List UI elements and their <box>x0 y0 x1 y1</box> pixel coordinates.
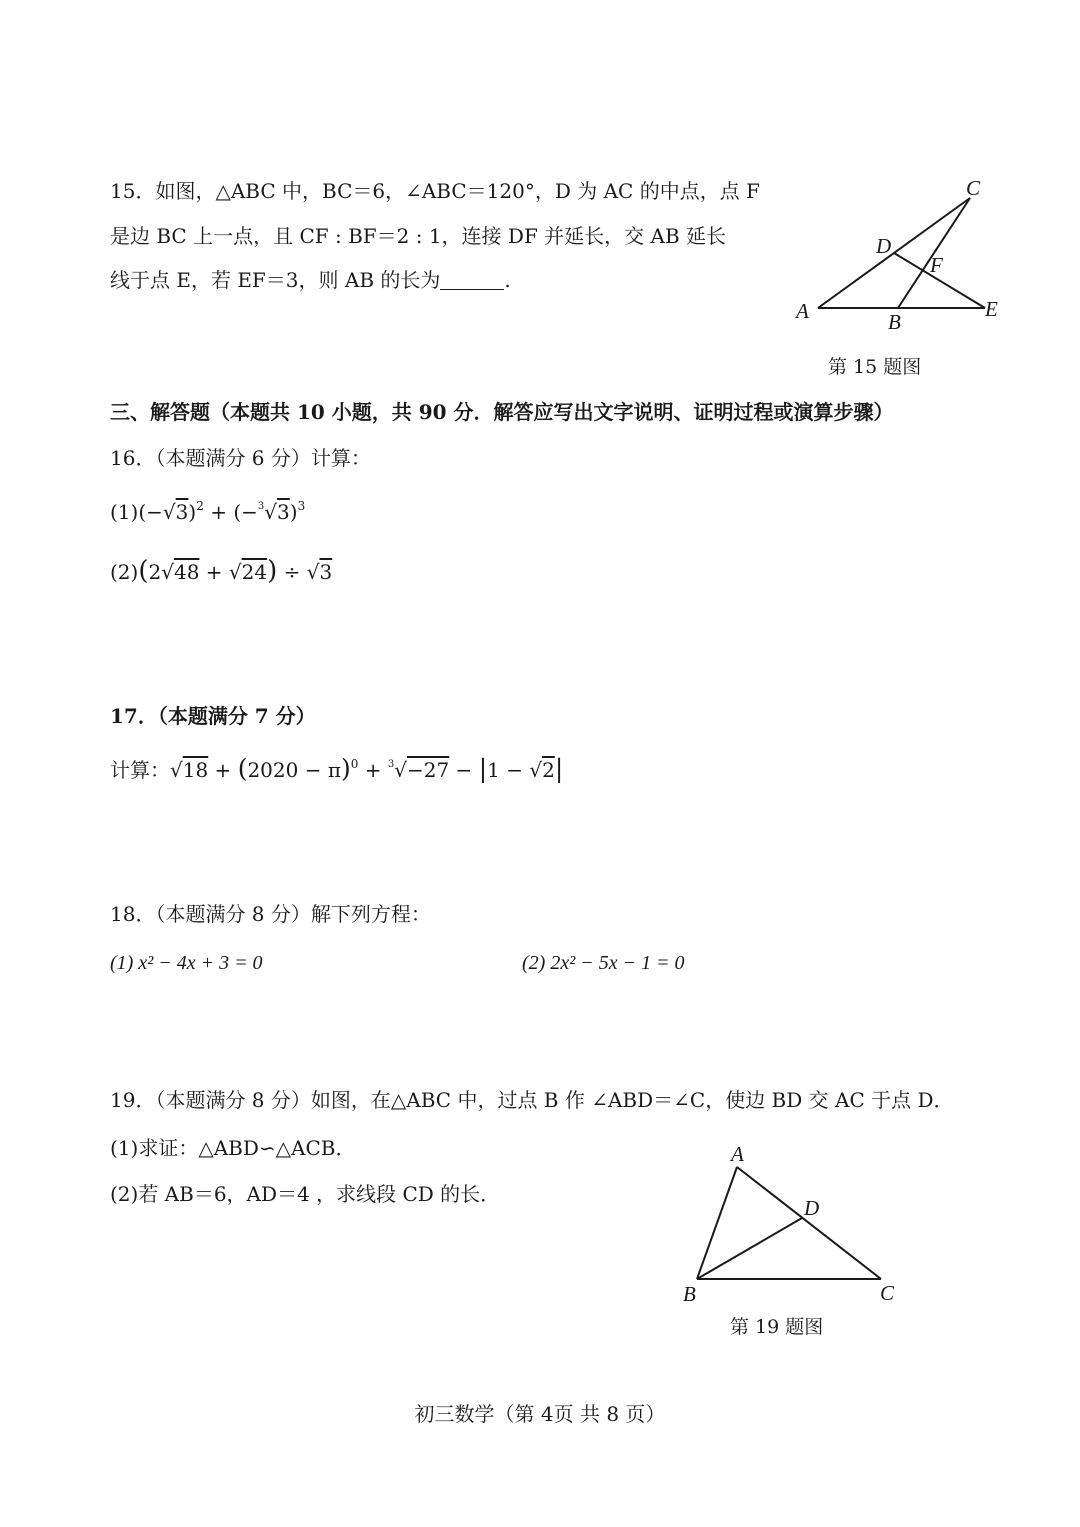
q15-caption: 第 15 题图 <box>828 356 922 378</box>
page-footer: 初三数学（第 4页 共 8 页） <box>414 1402 666 1426</box>
q15-label-e: E <box>985 297 998 321</box>
q15-label-f: F <box>930 253 943 277</box>
q18-title: 18．（本题满分 8 分）解下列方程： <box>110 902 431 926</box>
q16-part-1: $(1)(-√3)^2 + (-^3√3)^3$ <box>110 499 306 524</box>
section-3-heading: 三、解答题（本题共 10 小题，共 90 分．解答应写出文字说明、证明过程或演算步骤） <box>110 400 894 424</box>
segment-BD <box>697 1218 802 1279</box>
q17-title: 17．（本题满分 7 分） <box>110 704 316 728</box>
q15-line-3-text: 线于点 E，若 EF＝3，则 AB 的长为 <box>110 268 441 292</box>
q15-label-d: D <box>876 234 892 258</box>
q19-part-1: (1)求证：△ABD∽△ACB． <box>110 1136 356 1160</box>
segment-AB <box>697 1167 737 1279</box>
q15-line-2: 是边 BC 上一点，且 CF : BF＝2 : 1，连接 DF 并延长，交 AB 延长 <box>110 224 727 248</box>
q19-label-b: B <box>683 1282 696 1305</box>
q16-part-2-label: (2) <box>110 560 139 584</box>
q17-label: 计算： <box>110 758 170 782</box>
q19-title: 19．（本题满分 8 分）如图，在△ABC 中，过点 B 作 ∠ABD＝∠C，使边 BD 交 AC 于点 D． <box>110 1088 954 1112</box>
q15-label-c: C <box>966 176 981 200</box>
q16-title: 16．（本题满分 6 分）计算： <box>110 446 371 470</box>
q15-figure <box>790 175 1020 340</box>
q18-part-2: (2) 2x² − 5x − 1 = 0 <box>522 952 685 974</box>
q19-label-c: C <box>880 1281 895 1305</box>
q19-caption: 第 19 题图 <box>730 1316 824 1338</box>
q15-line-3 <box>110 270 511 290</box>
q18-part-1: (1) x² − 4x + 3 = 0 <box>110 952 263 974</box>
q15-line-3-end: . <box>504 268 511 292</box>
q15-label-a: A <box>796 299 809 323</box>
q19-figure <box>675 1140 915 1305</box>
q19-part-2: (2)若 AB＝6，AD＝4 ，求线段 CD 的长． <box>110 1182 501 1206</box>
q16-part-1-label: (1) <box>110 500 139 524</box>
q19-label-d: D <box>804 1196 820 1220</box>
q15-label-b: B <box>888 310 901 334</box>
segment-AC <box>737 1167 881 1279</box>
q19-label-a: A <box>731 1142 744 1166</box>
q15-line-1: 15．如图，△ABC 中，BC＝6，∠ABC＝120°，D 为 AC 的中点，点 F <box>110 179 760 203</box>
answer-blank <box>440 289 504 290</box>
q17-expression: 计算：$√18 + (2020 - \pi)^0 + ^3√-27 - |1 - √2|$ <box>110 754 564 783</box>
q16-part-2: (2)(2√48 + √24) ÷ √3 <box>110 556 333 586</box>
